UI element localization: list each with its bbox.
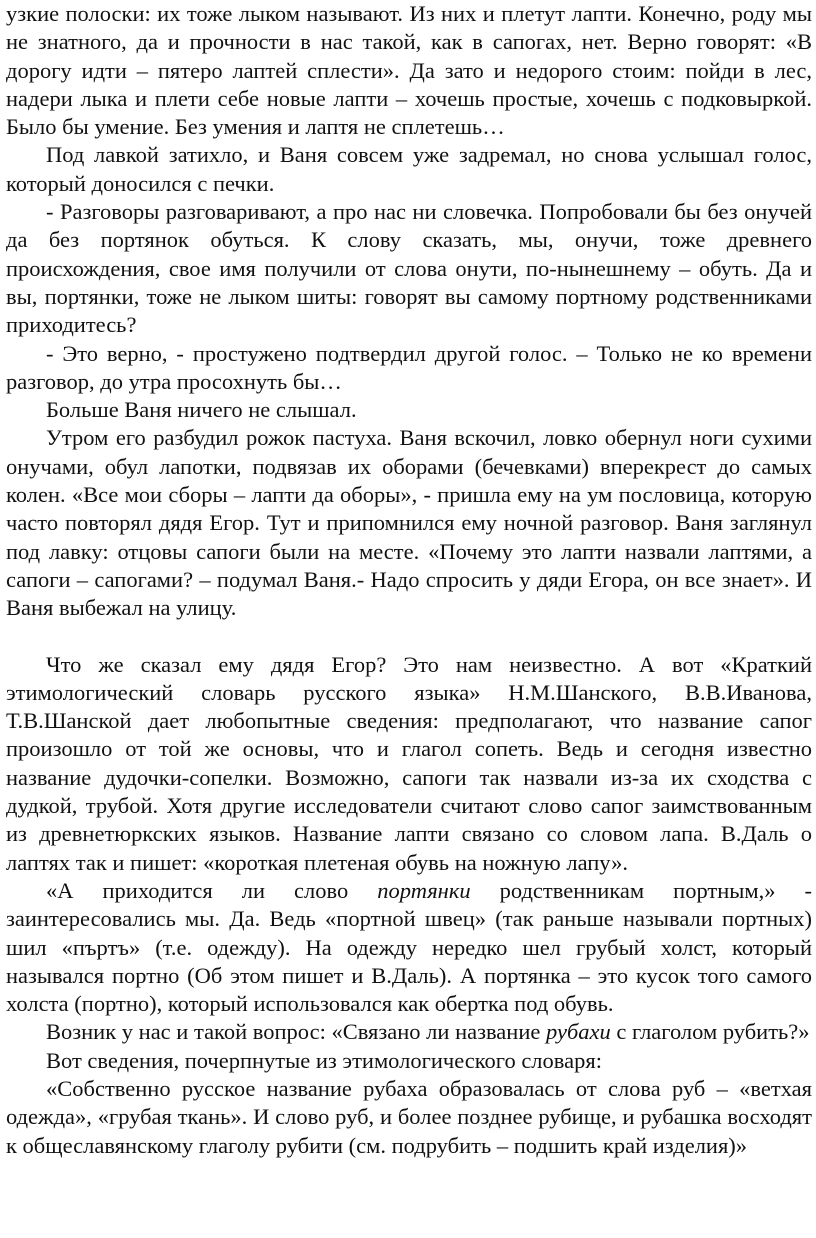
paragraph-onuchi-speech: - Разговоры разговаривают, а про нас ни словечка. Попробовали бы без онучей да без портянок обуться. К слову сказать, мы, онучи, тоже древнего происхождения, свое имя получили от слова онути, по-нынешнему – обуть. Да и вы, портянки, тоже не лыком шиты: говорят вы самому портному родственниками приходитесь? xyxy=(6,199,812,338)
text-segment: Возник у нас и такой вопрос: «Связано ли название xyxy=(46,1019,546,1045)
paragraph-vanya-sleeps: Больше Ваня ничего не слышал. xyxy=(46,397,357,423)
paragraph-dictionary-intro: Вот сведения, почерпнутые из этимологического словаря: xyxy=(46,1047,602,1073)
paragraph-dictionary-quote: «Собственно русское название рубаха образовалась от слова руб – «ветхая одежда», «грубая ткань». И слово руб, и более позднее рубище, и рубашка восходят к общеславянскому глаголу рубити (см. подрубить – подшить край изделия)» xyxy=(6,1075,812,1158)
text-segment: с глаголом рубить?» xyxy=(610,1019,810,1045)
paragraph-rubakha-question xyxy=(6,1018,812,1046)
paragraph-under-bench: Под лавкой затихло, и Ваня совсем уже задремал, но снова услышал голос, который доносился с печки. xyxy=(6,142,812,196)
paragraph-etymology-sapogi: Что же сказал ему дядя Егор? Это нам неизвестно. А вот «Краткий этимологический словарь русского языка» Н.М.Шанского, В.В.Иванова, Т.В.Шанской дает любопытные сведения: предполагают, что название сапог произошло от той же основы, что и глагол сопеть. Ведь и сегодня известно название дудочки-сопелки. Возможно, сапоги так назвали из-за их сходства с дудкой, трубой. Хотя другие исследователи считают слово сапог заимствованным из древнетюркских языков. Название лапти связано со словом лапа. В.Даль о лаптях так и пишет: «короткая плетеная обувь на ножную лапу». xyxy=(6,651,812,875)
paragraph-portyanki xyxy=(6,877,812,1018)
paragraph-gap xyxy=(6,623,812,651)
emphasis-word: рубахи xyxy=(546,1019,611,1045)
text-segment: родственникам портным,» - заинтересовались мы. Да. Ведь «портной швец» (так раньше называли портных) шил «пъртъ» (т.е. одежду). На одежду нередко шел грубый холст, который назывался портно (Об этом пишет и В.Даль). А портянка – это кусок того самого холста (портно), который использовался как обертка под обувь. xyxy=(6,877,812,1017)
paragraph-lapti-origin: узкие полоски: их тоже лыком называют. Из них и плетут лапти. Конечно, роду мы не знатного, да и прочности в нас такой, как в сапогах, нет. Верно говорят: «В дорогу идти – пятеро лаптей сплести». Да зато и недорого стоим: пойди в лес, надери лыка и плети себе новые лапти – хочешь простые, хочешь с подковыркой. Было бы умение. Без умения и лаптя не сплетешь… xyxy=(6,1,812,140)
paragraph-morning: Утром его разбудил рожок пастуха. Ваня вскочил, ловко обернул ноги сухими онучами, обул лапотки, подвязав их оборами (бечевками) вперекрест до самых колен. «Все мои сборы – лапти да оборы», - пришла ему на ум пословица, которую часто повторял дядя Егор. Тут и припомнился ему ночной разговор. Ваня заглянул под лавку: отцовы сапоги были на месте. «Почему это лапти назвали лаптями, а сапоги – сапогами? – подумал Ваня.- Надо спросить у дяди Егора, он все знает». И Ваня выбежал на улицу. xyxy=(6,425,812,621)
emphasis-word: портянки xyxy=(377,877,471,903)
text-segment: «А приходится ли слово xyxy=(46,877,378,903)
paragraph-second-voice: - Это верно, - простужено подтвердил другой голос. – Только не ко времени разговор, до утра просохнуть бы… xyxy=(6,340,812,394)
